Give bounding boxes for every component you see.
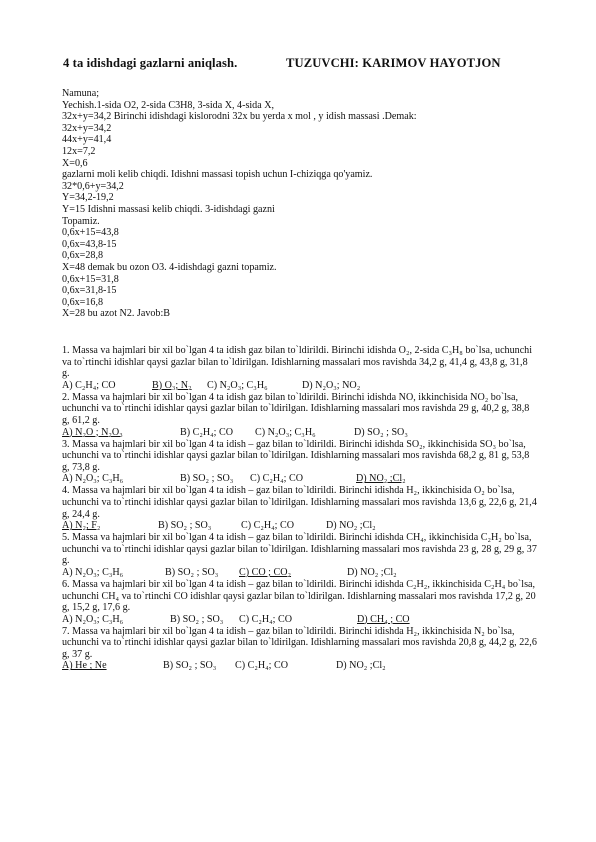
question-body: Massa va hajmlari bir xil bo`lgan 4 ta idish – gaz bilan to`ldirildi. Birinchi idishda CH₄, ikkinchisida C₂H₂ bo`lsa, uchunchi va to`rtinchi idishlar qaysi gazlar bilan to`ldirilgan. Idishlarning massalari mos ravishda 23 g, 28 g, 29 g, 37 g. [62,532,537,567]
answer-option-d: D) SO₂ ; SO₃ [354,426,408,438]
sample-line: X=0,6 [62,157,88,169]
answer-option-b: B) SO₂ ; SO₃ [165,566,219,578]
question-body: Massa va hajmlari bir xil bo`lgan 4 ta idish – gaz bilan to`ldirildi. Birinchi idishda H₂, ikkinchisida O₂ bo`lsa, uchunchi va to`rtinchi idishlar qaysi gazlar bilan to`ldirilgan. Idishlarning massalari mos ravishda 13,6 g, 22,6 g, 21,4 g, 24,4 g. [62,485,537,520]
answer-options [62,380,537,392]
question-item [62,485,537,532]
question-number: 5. [62,532,70,544]
sample-line: Y=34,2-19,2 [62,192,114,204]
question-text [62,579,537,614]
sample-line: X=28 bu azot N2. Javob:B [62,308,171,320]
question-text [62,532,537,567]
answer-option-d: D) CH₄ ; CO [357,613,410,625]
answer-options [62,614,537,626]
question-item [62,532,537,579]
question-item [62,579,537,626]
page-title [63,56,501,70]
answer-option-a: A) N₂O₃; C₃H₆ [62,566,124,578]
answer-option-c: C) C₂H₄; CO [239,613,293,625]
sample-line: 32x+y=34,2 [62,122,112,134]
sample-line: Topamiz. [62,215,100,227]
answer-option-a: A) N₂O₃; C₃H₆ [62,473,124,485]
question-body: Massa va hajmlari bir xil bo`lgan 4 ta idish gaz bilan to`ldirildi. Birinchi idishda O₂, 2-sida C₃H₈ bo`lsa, uchunchi va to`rtinchi idishlar qaysi gazlar bilan to`ldirilgan. Idishlarning massalari mos ravishda 34,2 g, 41,4 g, 43,8 g, 31,8 g. [62,345,533,380]
answer-option-a: A) N₂O₃; C₃H₆ [62,613,124,625]
sample-line: Y=15 Idishni massasi kelib chiqdi. 3-idishdagi gazni [62,203,275,215]
sample-line: Yechish.1-sida O2, 2-sida C3H8, 3-sida X, 4-sida X, [62,99,275,111]
answer-option-d: D) NO₂ ;Cl₂ [347,566,397,578]
question-body: Massa va hajmlari bir xil bo`lgan 4 ta idish gaz bilan to`ldirildi. Birinchi idishda NO, ikkinchisida NO₂ bo`lsa, uchunchi va to`rtinchi idishlar qaysi gazlar bilan to`ldirilgan. Idishlarning massalari mos ravishda 29 g, 40,2 g, 38,8 g, 61,2 g. [62,391,530,426]
sample-line: 0,6x=43,8-15 [62,238,117,250]
sample-solution [62,88,542,320]
sample-line: Namuna; [62,88,99,99]
answer-option-b: B) SO₂ ; SO₃ [180,473,234,485]
sample-line: 0,6x+15=31,8 [62,273,119,285]
question-text [62,626,537,661]
question-text [62,485,537,520]
answer-options [62,567,537,579]
sample-line: 0,6x+15=43,8 [62,227,119,239]
answer-option-c: C) C₂H₄; CO [241,520,295,532]
question-number: 1. [62,345,70,356]
answer-option-a: A) N₂; F₂ [62,520,101,532]
answer-option-d: D) NO₂ ;Cl₂ [336,660,386,672]
answer-option-c: C) CO ; CO₂ [239,566,292,578]
question-body: Massa va hajmlari bir xil bo`lgan 4 ta idish – gaz bilan to`ldirildi. Birinchi idishda H₂, ikkinchisida N₂ bo`lsa, uchunchi va to`rtinchi idishlar qaysi gazlar bilan to`ldirilgan. Idishlarning massalari mos ravishda 20,8 g, 44,2 g, 22,6 g, 37 g. [62,625,537,660]
answer-option-a: A) He ; Ne [62,660,107,672]
answer-option-c: C) C₂H₄; CO [235,660,289,672]
answer-option-d: D) N₂O₃; NO₂ [302,379,361,391]
question-text [62,345,537,380]
sample-line: gazlarni moli kelib chiqdi. Idishni massasi topish uchun I-chiziqga qo'yamiz. [62,169,373,181]
answer-option-d: D) NO₂ ;Cl₂ [356,473,406,485]
author-text: TUZUVCHI: KARIMOV HAYOTJON [286,56,501,70]
answer-option-c: C) N₂O₃; C₃H₆ [255,426,316,438]
sample-line: 0,6x=31,8-15 [62,285,117,297]
question-number: 4. [62,485,70,497]
sample-line: 44x+y=41,4 [62,134,112,146]
answer-option-c: C) N₂O₃; C₃H₆ [207,379,268,391]
question-number: 3. [62,438,70,450]
question-number: 7. [62,625,70,637]
answer-option-b: B) O₃; N₂ [152,379,192,391]
answer-option-a: A) N₂O ; N₂O₃ [62,426,123,438]
answer-option-b: B) SO₂ ; SO₃ [170,613,224,625]
sample-line: 32x+y=34,2 Birinchi idishdagi kislorodni 32x bu yerda x mol , y idish massasi .Demak: [62,111,417,123]
question-number: 6. [62,578,70,590]
title-text: 4 ta idishdagi gazlarni aniqlash. [63,56,238,70]
answer-option-c: C) C₂H₄; CO [250,473,304,485]
answer-option-b: B) C₂H₄; CO [180,426,234,438]
answer-options [62,660,537,672]
question-body: Massa va hajmlari bir xil bo`lgan 4 ta idish – gaz bilan to`ldirildi. Birinchi idishda C₂H₂, ikkinchisida C₂H₄ bo`lsa, uchunchi CH₄ va to`rtinchi CO idishlar qaysi gazlar bilan to`ldirilgan. Idishlarning massalari mos ravishda 17,2 g, 20 g, 15,2 g, 17,6 g. [62,578,536,614]
question-item [62,345,537,392]
sample-line: 12x=7,2 [62,145,96,157]
question-number: 2. [62,391,70,403]
answer-option-b: B) SO₂ ; SO₃ [163,660,217,672]
sample-line: X=48 demak bu ozon O3. 4-idishdagi gazni topamiz. [62,261,277,273]
question-item [62,626,537,673]
answer-options [62,520,537,532]
answer-option-a: A) C₂H₄; CO [62,379,116,391]
answer-option-b: B) SO₂ ; SO₃ [158,520,212,532]
question-text [62,392,537,427]
question-item [62,392,537,439]
question-body: Massa va hajmlari bir xil bo`lgan 4 ta idish – gaz bilan to`ldirildi. Birinchi idishda SO₂, ikkinchisida SO₃ bo`lsa, uchunchi va to`rtinchi idishlar qaysi gazlar bilan to`ldirilgan. Idishlarning massalari mos ravishda 68,2 g, 81 g, 53,8 g, 73,8 g. [62,438,530,473]
answer-options [62,473,537,485]
answer-option-d: D) NO₂ ;Cl₂ [326,520,376,532]
answer-options [62,427,537,439]
sample-line: 32*0,6+y=34,2 [62,180,124,192]
question-item [62,439,537,486]
sample-line: 0,6x=28,8 [62,250,104,262]
sample-line: 0,6x=16,8 [62,296,104,308]
question-text [62,439,537,474]
questions-list [62,345,537,672]
